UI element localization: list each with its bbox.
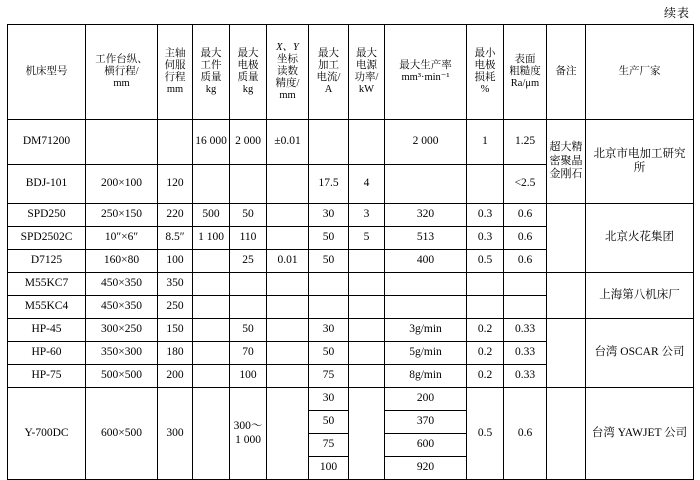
- cell-electrode-mass: 70: [230, 342, 267, 365]
- cell-spindle: 200: [158, 365, 193, 388]
- table-row: [8, 120, 694, 165]
- cell-workpiece-mass: [193, 342, 230, 365]
- cell-accuracy: [267, 296, 309, 319]
- cell-electrode-mass: 2 000: [230, 120, 267, 165]
- cell-power: [349, 273, 385, 296]
- cell-spindle: [158, 120, 193, 165]
- cell-wear: 0.3: [467, 227, 504, 250]
- cell-power: [349, 319, 385, 342]
- cell-model: BDJ-101: [8, 165, 86, 204]
- cell-spindle: 250: [158, 296, 193, 319]
- cell-wear: [467, 273, 504, 296]
- cell-productivity: [385, 296, 467, 319]
- cell-roughness: [504, 296, 547, 319]
- cell-workpiece-mass: [193, 273, 230, 296]
- cell-productivity: 2 000: [385, 120, 467, 165]
- cell-current: 17.5: [309, 165, 349, 204]
- cell-model: HP-75: [8, 365, 86, 388]
- cell-workpiece-mass: 1 100: [193, 227, 230, 250]
- cell-travel: 160×80: [86, 250, 158, 273]
- cell-power: [349, 388, 385, 480]
- cell-spindle: 350: [158, 273, 193, 296]
- cell-electrode-mass: [230, 165, 267, 204]
- cell-travel: 10″×6″: [86, 227, 158, 250]
- cell-productivity: 513: [385, 227, 467, 250]
- cell-spindle: 180: [158, 342, 193, 365]
- cell-spindle: 150: [158, 319, 193, 342]
- header-spindle-servo: 主轴 伺服 行程 mm: [158, 25, 193, 120]
- cell-wear: [467, 165, 504, 204]
- cell-current: 50: [309, 227, 349, 250]
- cell-travel: 300×250: [86, 319, 158, 342]
- header-manufacturer: 生产厂家: [586, 25, 694, 120]
- cell-manufacturer: 上海第八机床厂: [586, 273, 694, 319]
- cell-current: 30: [309, 204, 349, 227]
- cell-electrode-mass: 50: [230, 319, 267, 342]
- cell-current: 30: [309, 319, 349, 342]
- cell-travel: 450×350: [86, 273, 158, 296]
- cell-power: 3: [349, 204, 385, 227]
- table-row: [8, 388, 694, 411]
- cell-manufacturer: 北京火花集团: [586, 204, 694, 273]
- cell-electrode-mass: [230, 273, 267, 296]
- cell-roughness: 0.33: [504, 319, 547, 342]
- cell-accuracy: [267, 319, 309, 342]
- cell-productivity: 400: [385, 250, 467, 273]
- cell-productivity: 200: [385, 388, 467, 411]
- cell-manufacturer: 台湾 YAWJET 公司: [586, 388, 694, 480]
- cell-productivity: 320: [385, 204, 467, 227]
- cell-travel: 250×150: [86, 204, 158, 227]
- cell-roughness: 0.6: [504, 227, 547, 250]
- header-surface-roughness: 表面 粗糙度 Ra/μm: [504, 25, 547, 120]
- cell-spindle: 8.5″: [158, 227, 193, 250]
- cell-workpiece-mass: 16 000: [193, 120, 230, 165]
- cell-power: 4: [349, 165, 385, 204]
- cell-electrode-mass: 110: [230, 227, 267, 250]
- cell-productivity: 920: [385, 457, 467, 480]
- cell-power: [349, 296, 385, 319]
- cell-current: [309, 273, 349, 296]
- cell-accuracy: [267, 365, 309, 388]
- header-xy-accuracy: X、Y 坐标 读数 精度/ mm: [267, 25, 309, 120]
- cell-electrode-mass: 300～ 1 000: [230, 388, 267, 480]
- cell-electrode-mass: 100: [230, 365, 267, 388]
- cell-wear: 0.2: [467, 319, 504, 342]
- cell-remark: 超大精密聚晶金刚石: [547, 120, 586, 204]
- cell-current: 50: [309, 411, 349, 434]
- cell-current: 50: [309, 342, 349, 365]
- cell-productivity: [385, 165, 467, 204]
- cell-model: HP-45: [8, 319, 86, 342]
- cell-roughness: 0.33: [504, 365, 547, 388]
- cell-spindle: 220: [158, 204, 193, 227]
- cell-power: [349, 250, 385, 273]
- header-max-electrode-mass: 最大 电极 质量 kg: [230, 25, 267, 120]
- cell-wear: 0.2: [467, 342, 504, 365]
- cell-electrode-mass: 50: [230, 204, 267, 227]
- cell-remark: [547, 388, 586, 480]
- cell-roughness: <2.5: [504, 165, 547, 204]
- cell-model: SPD2502C: [8, 227, 86, 250]
- header-remark: 备注: [547, 25, 586, 120]
- cell-workpiece-mass: [193, 388, 230, 480]
- header-max-workpiece-mass: 最大 工件 质量 kg: [193, 25, 230, 120]
- cell-power: [349, 342, 385, 365]
- cell-power: 5: [349, 227, 385, 250]
- cell-accuracy: [267, 204, 309, 227]
- cell-roughness: 1.25: [504, 120, 547, 165]
- cell-current: 75: [309, 365, 349, 388]
- cell-roughness: [504, 273, 547, 296]
- cell-productivity: 370: [385, 411, 467, 434]
- cell-manufacturer: 北京市电加工研究所: [586, 120, 694, 204]
- cell-model: Y-700DC: [8, 388, 86, 480]
- cell-wear: 0.5: [467, 250, 504, 273]
- cell-workpiece-mass: [193, 365, 230, 388]
- cell-power: [349, 120, 385, 165]
- cell-remark: [547, 273, 586, 319]
- cell-current: 50: [309, 250, 349, 273]
- continued-label: 续表: [663, 6, 690, 20]
- cell-spindle: 100: [158, 250, 193, 273]
- cell-accuracy: [267, 388, 309, 480]
- cell-accuracy: 0.01: [267, 250, 309, 273]
- cell-current: 75: [309, 434, 349, 457]
- header-max-current: 最大 加工 电流/ A: [309, 25, 349, 120]
- cell-travel: 450×350: [86, 296, 158, 319]
- table-row: [8, 273, 694, 296]
- cell-travel: 350×300: [86, 342, 158, 365]
- cell-workpiece-mass: 500: [193, 204, 230, 227]
- cell-accuracy: [267, 342, 309, 365]
- cell-wear: 1: [467, 120, 504, 165]
- cell-wear: 0.5: [467, 388, 504, 480]
- cell-model: M55KC7: [8, 273, 86, 296]
- cell-roughness: 0.6: [504, 388, 547, 480]
- cell-accuracy: [267, 273, 309, 296]
- cell-travel: 600×500: [86, 388, 158, 480]
- cell-travel: 200×100: [86, 165, 158, 204]
- cell-wear: 0.3: [467, 204, 504, 227]
- cell-accuracy: [267, 165, 309, 204]
- cell-travel: [86, 120, 158, 165]
- cell-productivity: 3g/min: [385, 319, 467, 342]
- header-min-electrode-wear: 最小 电极 损耗 %: [467, 25, 504, 120]
- header-table-travel: 工作台纵、 横行程/ mm: [86, 25, 158, 120]
- cell-accuracy: [267, 227, 309, 250]
- cell-current: 100: [309, 457, 349, 480]
- cell-productivity: 5g/min: [385, 342, 467, 365]
- cell-productivity: 8g/min: [385, 365, 467, 388]
- cell-roughness: 0.6: [504, 250, 547, 273]
- cell-model: D7125: [8, 250, 86, 273]
- cell-travel: 500×500: [86, 365, 158, 388]
- cell-electrode-mass: 25: [230, 250, 267, 273]
- cell-workpiece-mass: [193, 319, 230, 342]
- cell-manufacturer: 台湾 OSCAR 公司: [586, 319, 694, 388]
- cell-roughness: 0.33: [504, 342, 547, 365]
- cell-roughness: 0.6: [504, 204, 547, 227]
- cell-model: DM71200: [8, 120, 86, 165]
- cell-accuracy: ±0.01: [267, 120, 309, 165]
- table-header-row: [8, 25, 694, 120]
- cell-spindle: 120: [158, 165, 193, 204]
- cell-current: [309, 296, 349, 319]
- cell-workpiece-mass: [193, 250, 230, 273]
- cell-model: M55KC4: [8, 296, 86, 319]
- cell-workpiece-mass: [193, 165, 230, 204]
- cell-remark: [547, 204, 586, 273]
- cell-wear: [467, 296, 504, 319]
- cell-workpiece-mass: [193, 296, 230, 319]
- cell-power: [349, 365, 385, 388]
- cell-current: [309, 120, 349, 165]
- cell-wear: 0.2: [467, 365, 504, 388]
- specs-table: [7, 24, 694, 480]
- header-model: 机床型号: [8, 25, 86, 120]
- header-max-power: 最大 电源 功率/ kW: [349, 25, 385, 120]
- cell-electrode-mass: [230, 296, 267, 319]
- cell-remark: [547, 319, 586, 388]
- cell-productivity: [385, 273, 467, 296]
- header-max-productivity: 最大生产率 mm³·min⁻¹: [385, 25, 467, 120]
- cell-spindle: 300: [158, 388, 193, 480]
- table-row: [8, 319, 694, 342]
- cell-current: 30: [309, 388, 349, 411]
- cell-model: SPD250: [8, 204, 86, 227]
- cell-model: HP-60: [8, 342, 86, 365]
- table-row: [8, 204, 694, 227]
- cell-productivity: 600: [385, 434, 467, 457]
